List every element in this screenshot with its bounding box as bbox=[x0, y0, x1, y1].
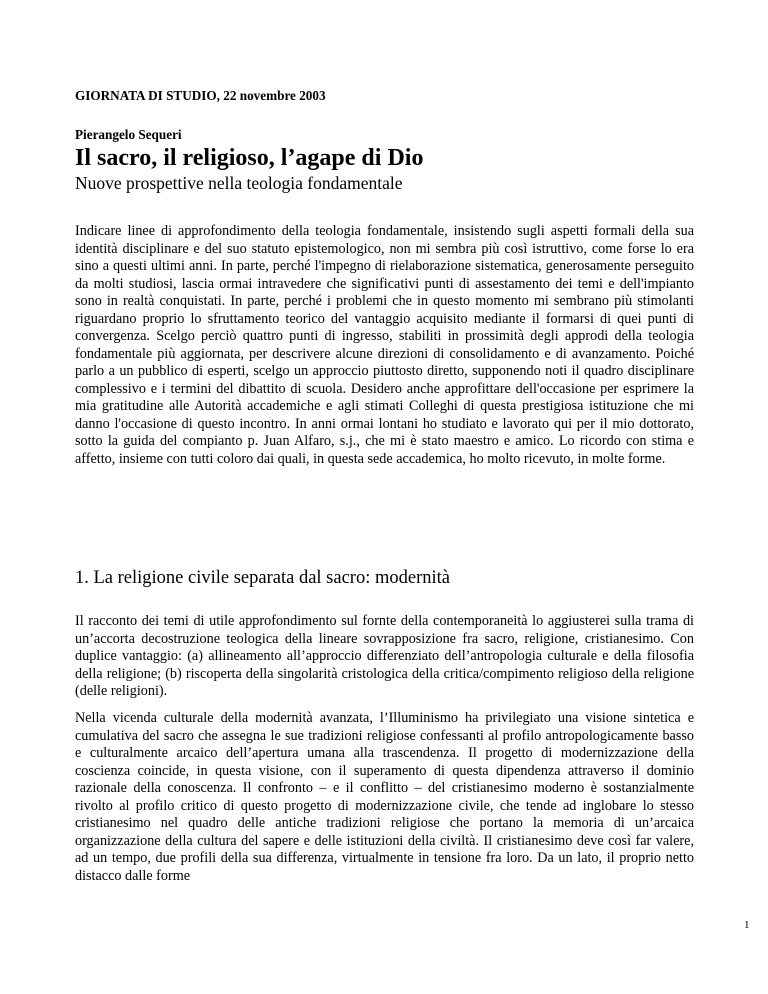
intro-paragraph: Indicare linee di approfondimento della teologia fondamentale, insistendo sugli aspetti formali della sua identità disciplinare e del suo statuto epistemologico, non mi sembra più così istruttivo, come forse lo era sino a questi ultimi anni. In parte, perché l'impegno di rielaborazione sistematica, generosamente perseguito da molti studiosi, lascia ormai intravedere che significativi punti di assestamento dei temi e dell'impianto sono in realtà conquistati. In parte, perché i problemi che in questo momento mi sembrano più stimolanti riguardano proprio lo sfruttamento teorico del vantaggio acquisito mediante il formarsi di quei punti di convergenza. Scelgo perciò quattro punti di ingresso, stabiliti in prossimità degli approdi della teologia fondamentale più aggiornata, per descrivere alcune direzioni di consolidamento e di avanzamento. Poiché parlo a un pubblico di esperti, scelgo un approccio piuttosto diretto, supponendo noti il quadro disciplinare complessivo e i termini del dibattito di scuola. Desidero anche approfittare dell'occasione per esprimere la mia gratitudine alle Autorità accademiche e agli stimati Colleghi di questa prestigiosa istituzione che mi danno l'occasione di questo incontro. In anni ormai lontani ho studiato e lavorato qui per il mio dottorato, sotto la guida del compianto p. Juan Alfaro, s.j., che mi è stato maestro e amico. Lo ricordo con stima e affetto, insieme con tutti coloro dai quali, in questa sede accademica, ho molto ricevuto, in molte forme. bbox=[75, 223, 694, 467]
section-paragraph-2: Nella vicenda culturale della modernità avanzata, l’Illuminismo ha privilegiato una visione sintetica e cumulativa del sacro che assegna le sue tradizioni religiose confessanti al profilo antropologicamente basso e culturalmente arcaico dell’apertura umana alla trascendenza. Il progetto di modernizzazione della coscienza coincide, in questa visione, con il superamento di questa dipendenza attraverso il dominio razionale della conoscenza. Il confronto – e il conflitto – del cristianesimo moderno è sostanzialmente rivolto al profilo critico di questo progetto di modernizzazione civile, che tende ad inglobare lo stesso cristianesimo nel quadro delle antiche tradizioni religiose che portano la memoria di un’arcaica organizzazione della cultura del sapere e delle istituzioni della civiltà. Il cristianesimo deve così far valere, ad un tempo, due profili della sua differenza, virtualmente in tensione fra loro. Da un lato, il proprio netto distacco dalle forme bbox=[75, 710, 694, 884]
page-title: Il sacro, il religioso, l’agape di Dio bbox=[75, 145, 424, 171]
event-header: GIORNATA DI STUDIO, 22 novembre 2003 bbox=[75, 88, 326, 103]
page-number: 1 bbox=[744, 919, 750, 931]
page-subtitle: Nuove prospettive nella teologia fondamentale bbox=[75, 173, 403, 193]
author-name: Pierangelo Sequeri bbox=[75, 127, 182, 142]
section-paragraph-1: Il racconto dei temi di utile approfondimento sul fornte della contemporaneità lo aggiusterei sulla trama di un’accorta decostruzione teologica della lineare sovrapposizione fra sacro, religione, cristianesimo. Con duplice vantaggio: (a) allineamento all’approccio differenziato dell’antropologia culturale e della filosofia della religione; (b) riscoperta della singolarità cristologica della critica/compimento religioso della religione (delle religioni). bbox=[75, 613, 694, 699]
section-heading: 1. La religione civile separata dal sacro: modernità bbox=[75, 568, 450, 588]
